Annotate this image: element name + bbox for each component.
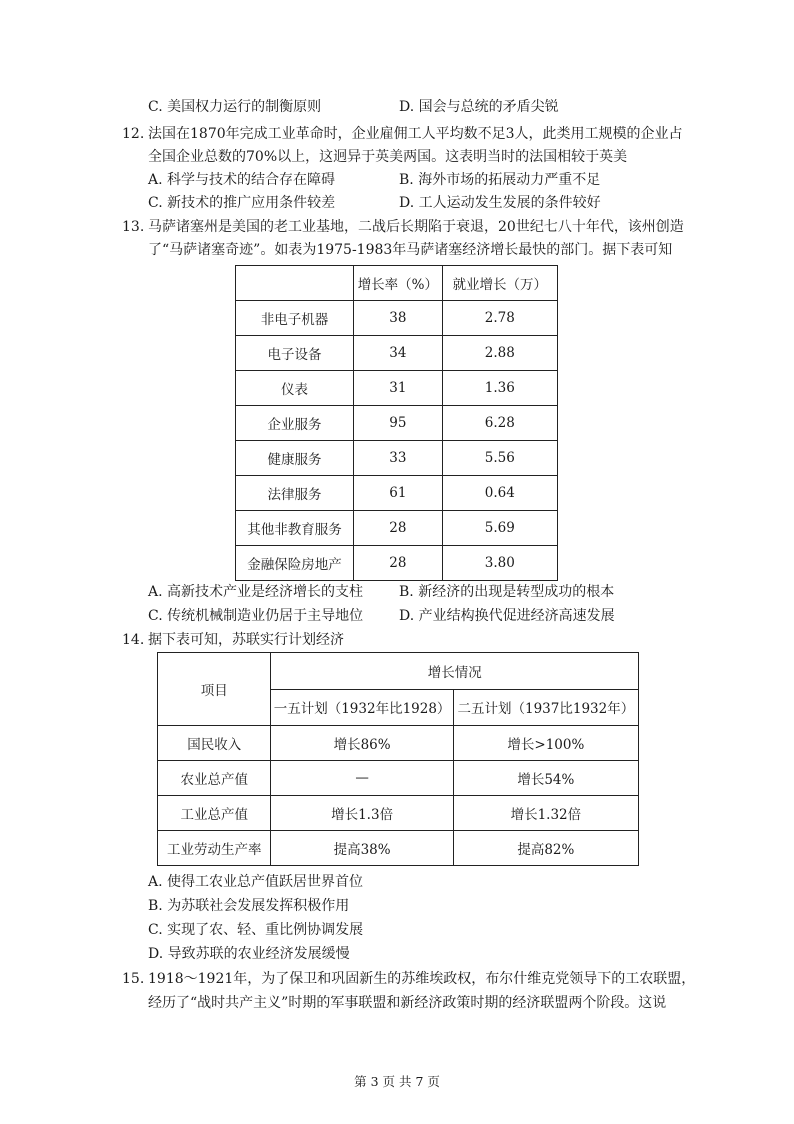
growth-rate-cell: 28 <box>354 511 443 546</box>
q15-stem-line-2: 经历了“战时共产主义”时期的军事联盟和新经济政策时期的经济联盟两个阶段。这说 <box>148 995 667 1011</box>
plan2-cell: 增长1.32倍 <box>453 796 638 831</box>
q13-option-a: A. 高新技术产业是经济增长的支柱 <box>148 584 364 600</box>
q12-stem-line-1: 法国在1870年完成工业革命时，企业雇佣工人平均数不足3人，此类用工规模的企业占 <box>148 126 683 142</box>
sector-cell: 其他非教育服务 <box>236 511 354 546</box>
plan2-cell: 提高82% <box>453 831 638 866</box>
plan2-cell: 增长54% <box>453 761 638 796</box>
plan1-cell: 提高38% <box>271 831 453 866</box>
plan-header-cell: 一五计划（1932年比1928） <box>271 689 453 726</box>
table-row <box>236 476 558 511</box>
q14-option-c: C. 实现了农、轻、重比例协调发展 <box>148 922 364 938</box>
plan1-cell: 增长86% <box>271 726 453 761</box>
table-row <box>236 406 558 441</box>
plan2-cell: 增长>100% <box>453 726 638 761</box>
q14-number: 14. <box>122 632 145 648</box>
sector-cell: 法律服务 <box>236 476 354 511</box>
q13-stem-line-1: 马萨诸塞州是美国的老工业基地，二战后长期陷于衰退，20世纪七八十年代，该州创造 <box>148 219 684 235</box>
q12-number: 12. <box>122 126 145 142</box>
q14-stem: 据下表可知，苏联实行计划经济 <box>148 632 344 648</box>
group-header-cell: 增长情况 <box>271 653 639 690</box>
employment-growth-cell: 5.56 <box>442 441 557 476</box>
table-row <box>236 441 558 476</box>
employment-growth-cell: 2.88 <box>442 336 557 371</box>
q12-stem-line-2: 全国企业总数的70%以上，这迥异于英美两国。这表明当时的法国相较于英美 <box>148 149 628 165</box>
growth-rate-cell: 61 <box>354 476 443 511</box>
plan1-cell: 增长1.3倍 <box>271 796 453 831</box>
growth-rate-cell: 28 <box>354 546 443 581</box>
growth-rate-cell: 34 <box>354 336 443 371</box>
growth-rate-cell: 95 <box>354 406 443 441</box>
table-row <box>158 831 639 866</box>
table-header-cell <box>236 266 354 301</box>
q14-option-a: A. 使得工农业总产值跃居世界首位 <box>148 874 364 890</box>
employment-growth-cell: 3.80 <box>442 546 557 581</box>
table-row <box>158 761 639 796</box>
sector-cell: 健康服务 <box>236 441 354 476</box>
employment-growth-cell: 2.78 <box>442 301 557 336</box>
q12-option-b: B. 海外市场的拓展动力严重不足 <box>399 172 601 188</box>
item-header-cell: 项目 <box>158 653 271 726</box>
table-row <box>158 796 639 831</box>
q12-option-c: C. 新技术的推广应用条件较差 <box>148 195 336 211</box>
growth-rate-cell: 33 <box>354 441 443 476</box>
table-row <box>236 301 558 336</box>
plan-header-cell: 二五计划（1937比1932年） <box>453 689 638 726</box>
item-cell: 国民收入 <box>158 726 271 761</box>
sector-cell: 电子设备 <box>236 336 354 371</box>
employment-growth-cell: 1.36 <box>442 371 557 406</box>
table-row <box>236 546 558 581</box>
table-header-cell: 增长率（%） <box>354 266 443 301</box>
table-header-row <box>158 653 639 690</box>
q14-option-d: D. 导致苏联的农业经济发展缓慢 <box>148 946 350 962</box>
table-row <box>236 336 558 371</box>
q13-number: 13. <box>122 219 145 235</box>
growth-rate-cell: 31 <box>354 371 443 406</box>
q11-option-d: D. 国会与总统的矛盾尖锐 <box>399 99 559 115</box>
item-cell: 农业总产值 <box>158 761 271 796</box>
q12-option-d: D. 工人运动发生发展的条件较好 <box>399 195 601 211</box>
table-header-row <box>236 266 558 301</box>
q15-number: 15. <box>122 971 145 987</box>
q12-option-a: A. 科学与技术的结合存在障碍 <box>148 172 336 188</box>
table-header-cell: 就业增长（万） <box>442 266 557 301</box>
page-number-footer: 第 3 页 共 7 页 <box>354 1074 440 1089</box>
q11-option-c: C. 美国权力运行的制衡原则 <box>148 99 322 115</box>
q14-table <box>157 652 639 866</box>
growth-rate-cell: 38 <box>354 301 443 336</box>
table-row <box>158 726 639 761</box>
sector-cell: 仪表 <box>236 371 354 406</box>
q14-option-b: B. 为苏联社会发展发挥积极作用 <box>148 898 350 914</box>
item-cell: 工业总产值 <box>158 796 271 831</box>
employment-growth-cell: 6.28 <box>442 406 557 441</box>
q13-table <box>235 265 558 581</box>
q13-option-d: D. 产业结构换代促进经济高速发展 <box>399 608 615 624</box>
table-row <box>236 511 558 546</box>
item-cell: 工业劳动生产率 <box>158 831 271 866</box>
sector-cell: 企业服务 <box>236 406 354 441</box>
q13-stem-line-2: 了“马萨诸塞奇迹”。如表为1975-1983年马萨诸塞经济增长最快的部门。据下表可知 <box>148 242 673 258</box>
q13-option-b: B. 新经济的出现是转型成功的根本 <box>399 584 615 600</box>
table-row <box>236 371 558 406</box>
q13-option-c: C. 传统机械制造业仍居于主导地位 <box>148 608 364 624</box>
plan1-cell: — <box>271 761 453 796</box>
q15-stem-line-1: 1918～1921年，为了保卫和巩固新生的苏维埃政权，布尔什维克党领导下的工农联盟， <box>148 971 696 987</box>
sector-cell: 非电子机器 <box>236 301 354 336</box>
sector-cell: 金融保险房地产 <box>236 546 354 581</box>
employment-growth-cell: 5.69 <box>442 511 557 546</box>
employment-growth-cell: 0.64 <box>442 476 557 511</box>
